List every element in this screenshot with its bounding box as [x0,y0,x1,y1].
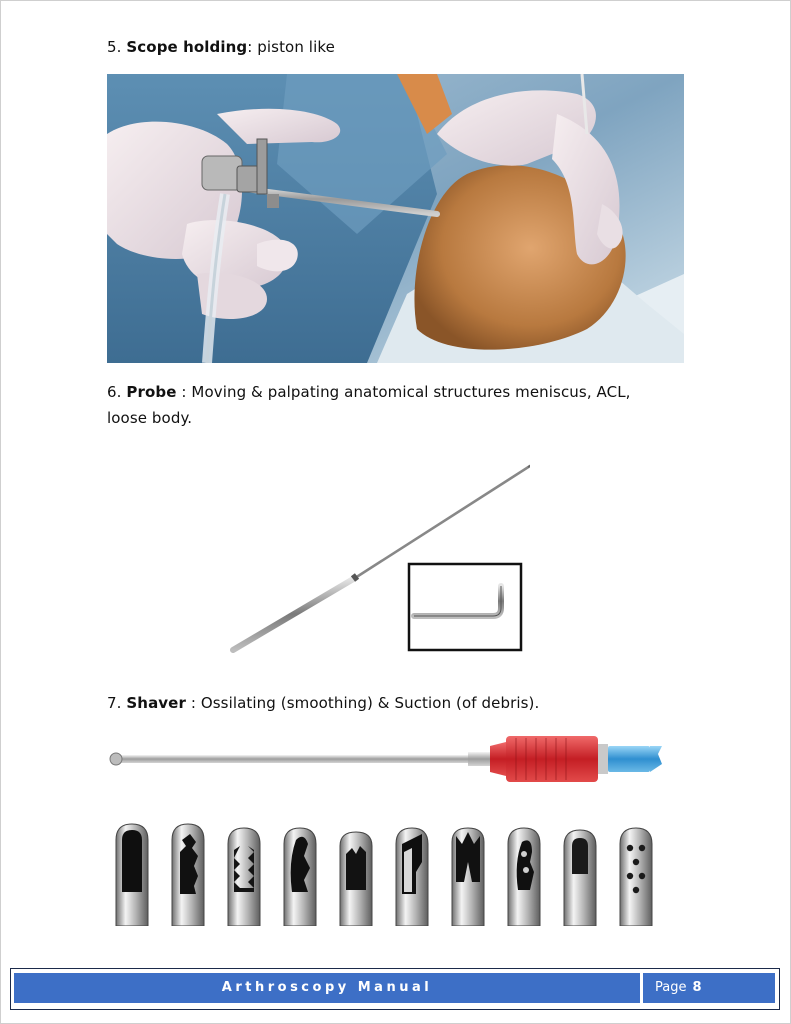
section-separator: : [247,38,253,56]
scope-holding-photo [107,74,684,363]
section-description: piston like [252,38,335,56]
section-number: 6. [107,383,122,401]
probe-illustration [225,458,530,656]
footer-page-number [643,973,775,1003]
shaver-handpiece-illustration [108,728,670,790]
section-number: 5. [107,38,122,56]
section-description: Moving & palpating anatomical structures meniscus, ACL, [186,383,631,401]
section-heading-shaver [107,690,539,716]
section-heading-scope-holding [107,34,335,60]
section-title: Shaver [126,694,186,712]
blade-tip-1 [116,824,148,926]
section-number: 7. [107,694,122,712]
footer-page-label: Page [655,980,687,995]
section-description: Ossilating (smoothing) & Suction (of debris). [195,694,540,712]
section-heading-probe [107,379,631,431]
footer-page-value: 8 [692,980,702,995]
footer-title: Arthroscopy Manual [14,973,640,1003]
section-title: Probe [126,383,177,401]
page-footer [10,968,780,1010]
section-separator: : [185,694,196,712]
section-title: Scope holding [126,38,248,56]
section-description-line2: loose body. [107,409,193,427]
shaver-blade-tips-illustration [112,822,658,926]
section-separator: : [176,383,187,401]
